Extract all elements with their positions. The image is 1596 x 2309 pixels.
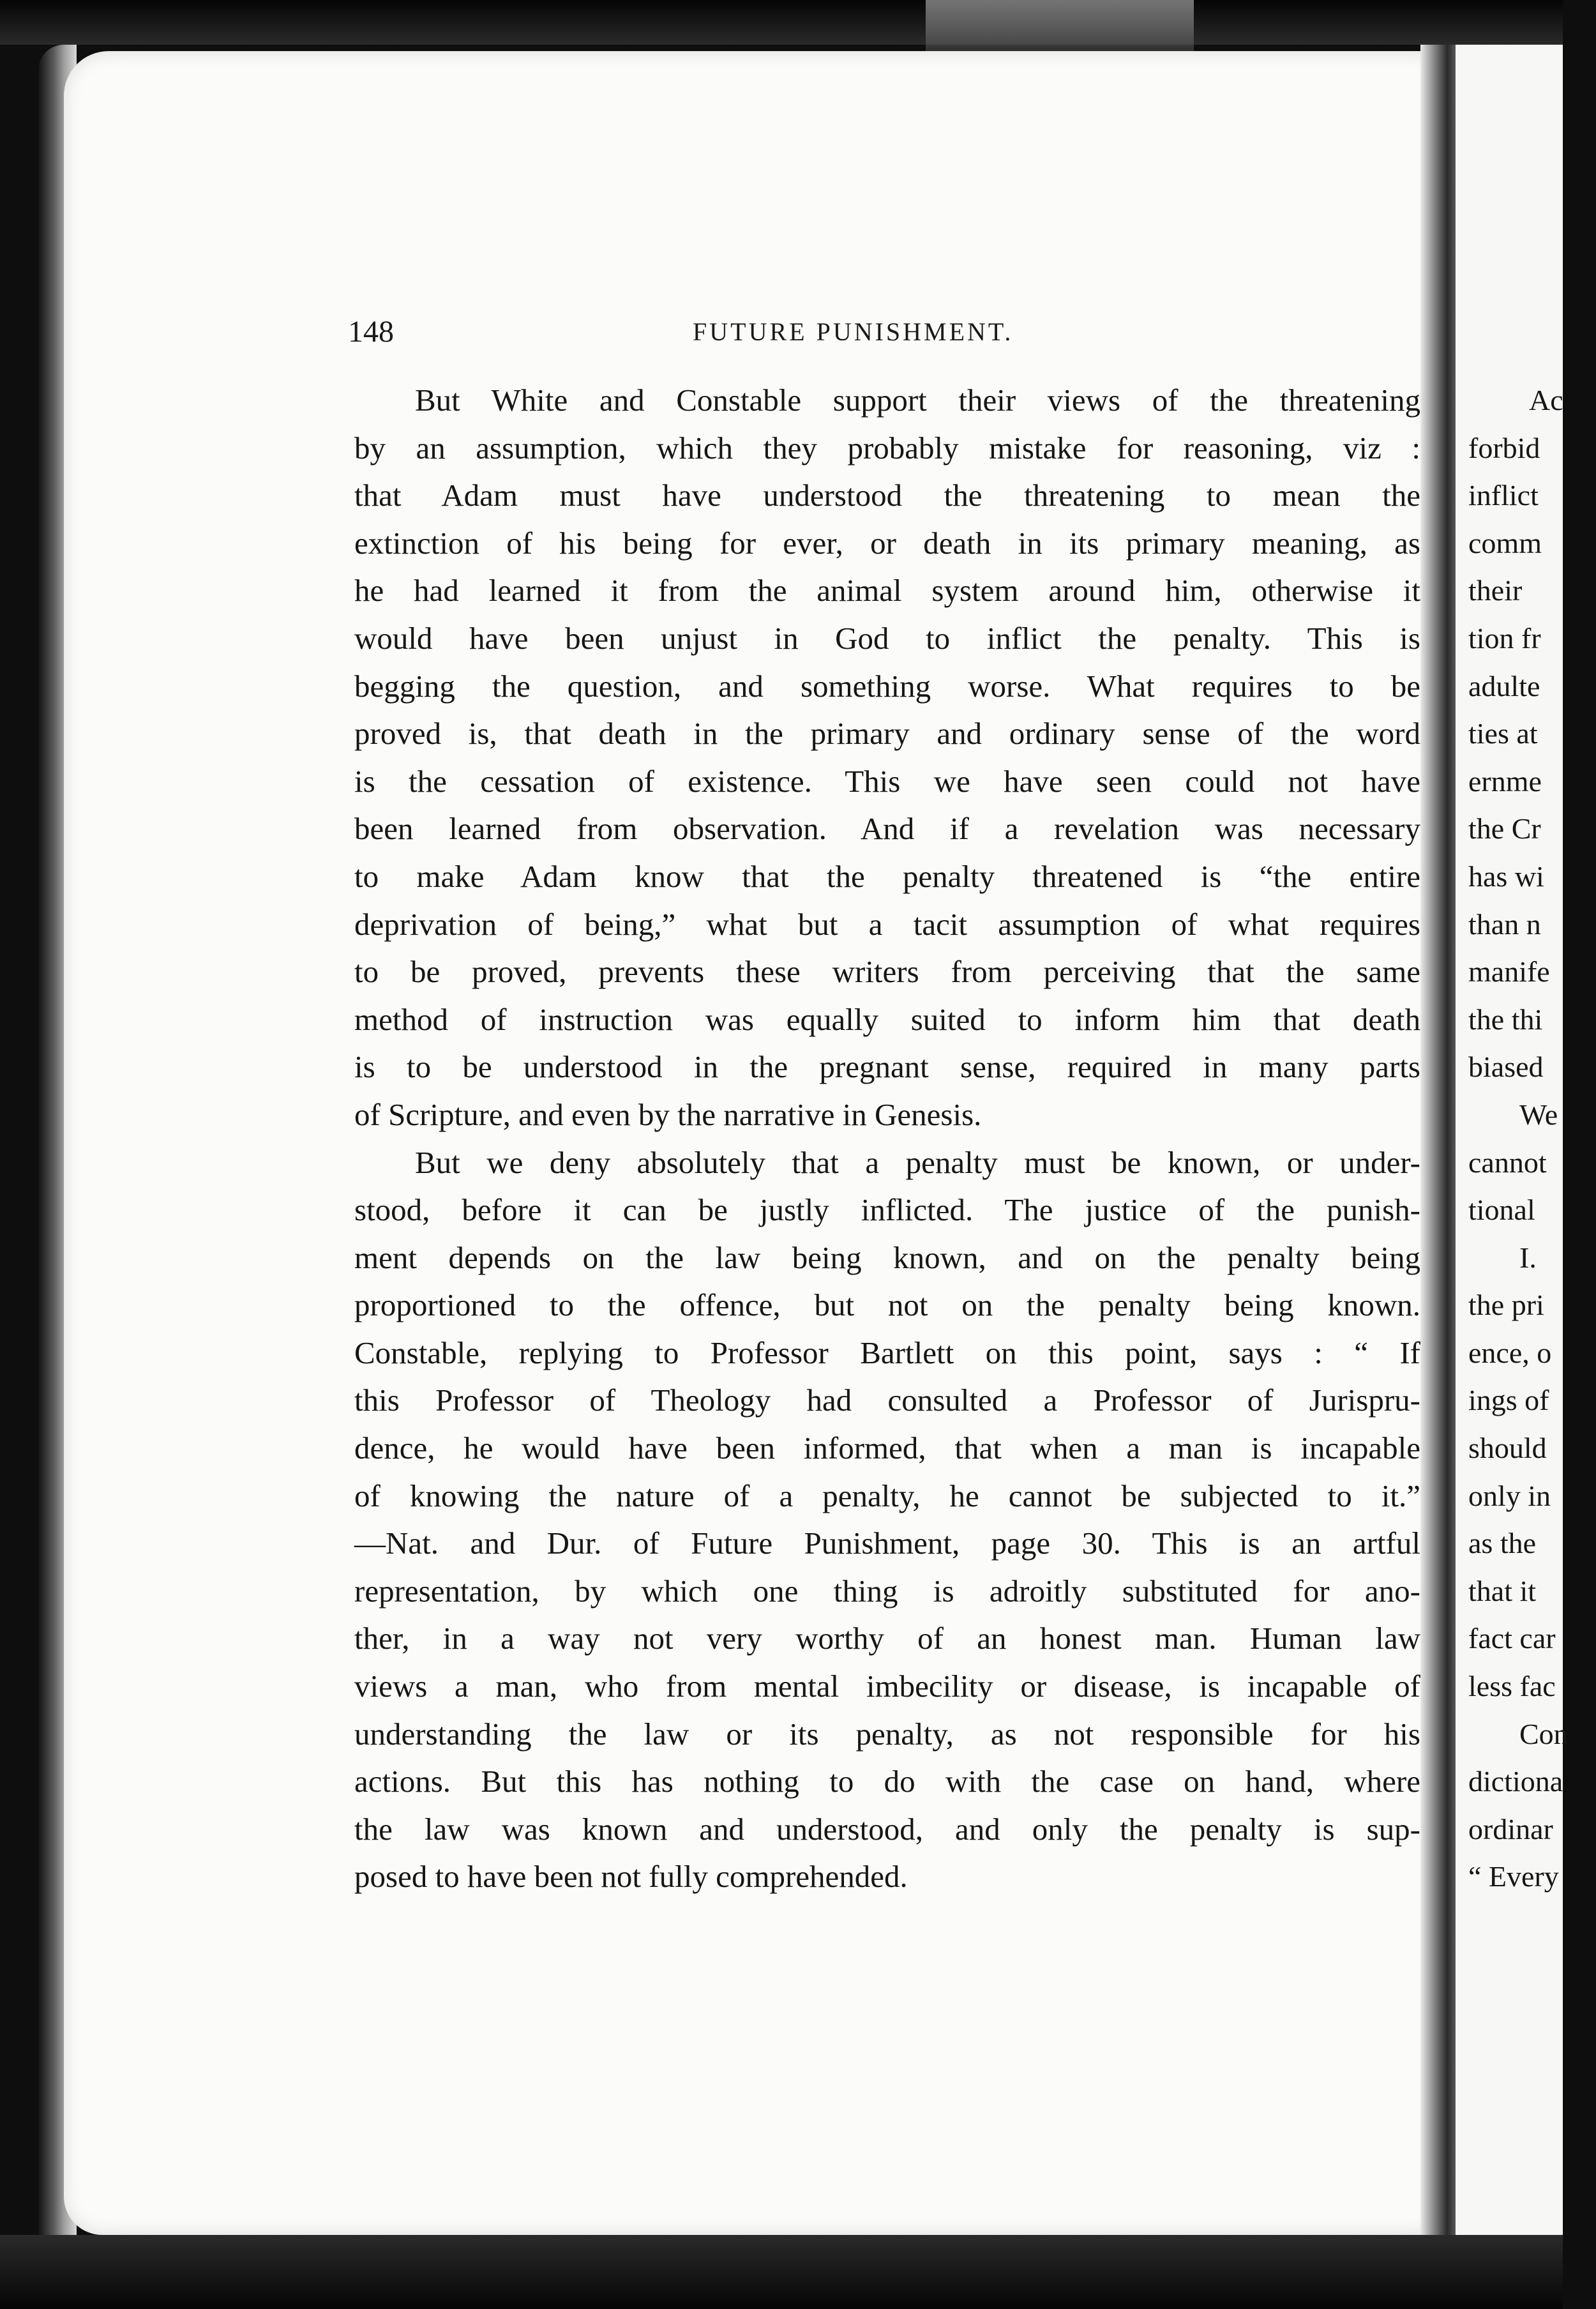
text-line: posed to have been not fully comprehended. [354,1859,908,1895]
facing-page-text [1468,377,1596,1901]
facing-line: Con [1519,1717,1569,1750]
text-line: representation, by which one thing is adroitly substituted for ano- [354,1573,1420,1609]
text-line: to be proved, prevents these writers from perceiving that the same [354,954,1420,990]
text-line: But we deny absolutely that a penalty must be known, or under- [415,1144,1420,1180]
facing-line: biased [1468,1050,1544,1084]
text-line: he had learned it from the animal system around him, otherwise it [354,573,1420,609]
facing-line: I. [1519,1241,1537,1274]
facing-line: ties at [1468,717,1538,750]
text-line: dence, he would have been informed, that when a man is incapable [354,1430,1420,1466]
binding-tape [926,0,1194,57]
page-number: 148 [348,315,394,349]
text-line: is to be understood in the pregnant sense, required in many parts [354,1049,1420,1085]
facing-line: the thi [1468,1003,1543,1036]
facing-line: less fac [1468,1670,1556,1703]
text-line: the law was known and understood, and only the penalty is sup- [354,1811,1420,1847]
running-head: FUTURE PUNISHMENT. [693,317,1014,346]
facing-line: tional [1468,1193,1535,1227]
page-header [348,310,1420,354]
text-line: method of instruction was equally suited to inform him that death [354,1001,1420,1037]
facing-line: ings of [1468,1384,1549,1417]
text-line: would have been unjust in God to inflict the penalty. This is [354,620,1420,656]
facing-line: has wi [1468,859,1544,893]
text-line: But White and Constable support their views of the threatening [415,382,1420,418]
text-line: deprivation of being,” what but a tacit assumption of what requires [354,906,1420,942]
text-line: understanding the law or its penalty, as not responsible for his [354,1716,1420,1752]
text-line: ment depends on the law being known, and on the penalty being [354,1239,1420,1275]
text-line: that Adam must have understood the threatening to mean the [354,478,1420,513]
facing-line: “ Every [1468,1860,1559,1893]
text-line: ther, in a way not very worthy of an honest man. Human law [354,1621,1420,1656]
text-line: of Scripture, and even by the narrative in Genesis. [354,1096,982,1132]
text-line: to make Adam know that the penalty threatened is “the entire [354,858,1420,894]
facing-line: tion fr [1468,621,1541,655]
text-line: proved is, that death in the primary and ordinary sense of the word [354,716,1420,752]
text-line: Constable, replying to Professor Bartlett on this point, says : “ If [354,1335,1420,1370]
facing-line: should [1468,1432,1547,1465]
facing-line: inflict [1468,479,1539,512]
text-line: extinction of his being for ever, or death in its primary meaning, as [354,525,1420,561]
facing-line: ernme [1468,764,1542,798]
facing-line: adulte [1468,669,1540,702]
facing-line: We [1519,1098,1558,1131]
text-line: actions. But this has nothing to do with the case on hand, where [354,1764,1420,1799]
text-line: proportioned to the offence, but not on the penalty being known. [354,1287,1420,1323]
body-text [354,377,1420,1901]
facing-line: fact car [1468,1622,1556,1655]
text-line: views a man, who from mental imbecility or disease, is incapable of [354,1669,1420,1704]
text-line: of knowing the nature of a penalty, he cannot be subjected to it.” [354,1478,1420,1513]
text-line: is the cessation of existence. This we have seen could not have [354,763,1420,799]
facing-line: manife [1468,955,1550,988]
facing-line: their [1468,574,1523,607]
facing-line: than n [1468,907,1541,941]
facing-line: ordinar [1468,1812,1553,1845]
text-line: been learned from observation. And if a revelation was necessary [354,811,1420,847]
facing-line: only in [1468,1479,1551,1512]
facing-line: cannot [1468,1146,1547,1179]
text-line: —Nat. and Dur. of Future Punishment, page 30. This is an artful [354,1525,1420,1561]
facing-line: comm [1468,526,1542,559]
book-gutter [1420,45,1459,2248]
text-line: begging the question, and something worse. What requires to be [354,668,1420,704]
facing-line: dictiona [1468,1765,1563,1798]
facing-line: as the [1468,1527,1537,1560]
text-line: by an assumption, which they probably mistake for reasoning, viz : [354,430,1420,466]
text-line: stood, before it can be justly inflicted. The justice of the punish- [354,1192,1420,1228]
facing-line: the Cr [1468,812,1541,845]
text-line: this Professor of Theology had consulted a Professor of Jurispru- [354,1382,1420,1418]
facing-line: Ac [1529,384,1563,416]
facing-line: forbid [1468,431,1540,464]
facing-line: that it [1468,1574,1537,1607]
scan-top-border [0,0,1563,45]
facing-line: the pri [1468,1289,1544,1322]
scan-bottom-border [0,2235,1563,2309]
facing-line: ence, o [1468,1336,1552,1369]
